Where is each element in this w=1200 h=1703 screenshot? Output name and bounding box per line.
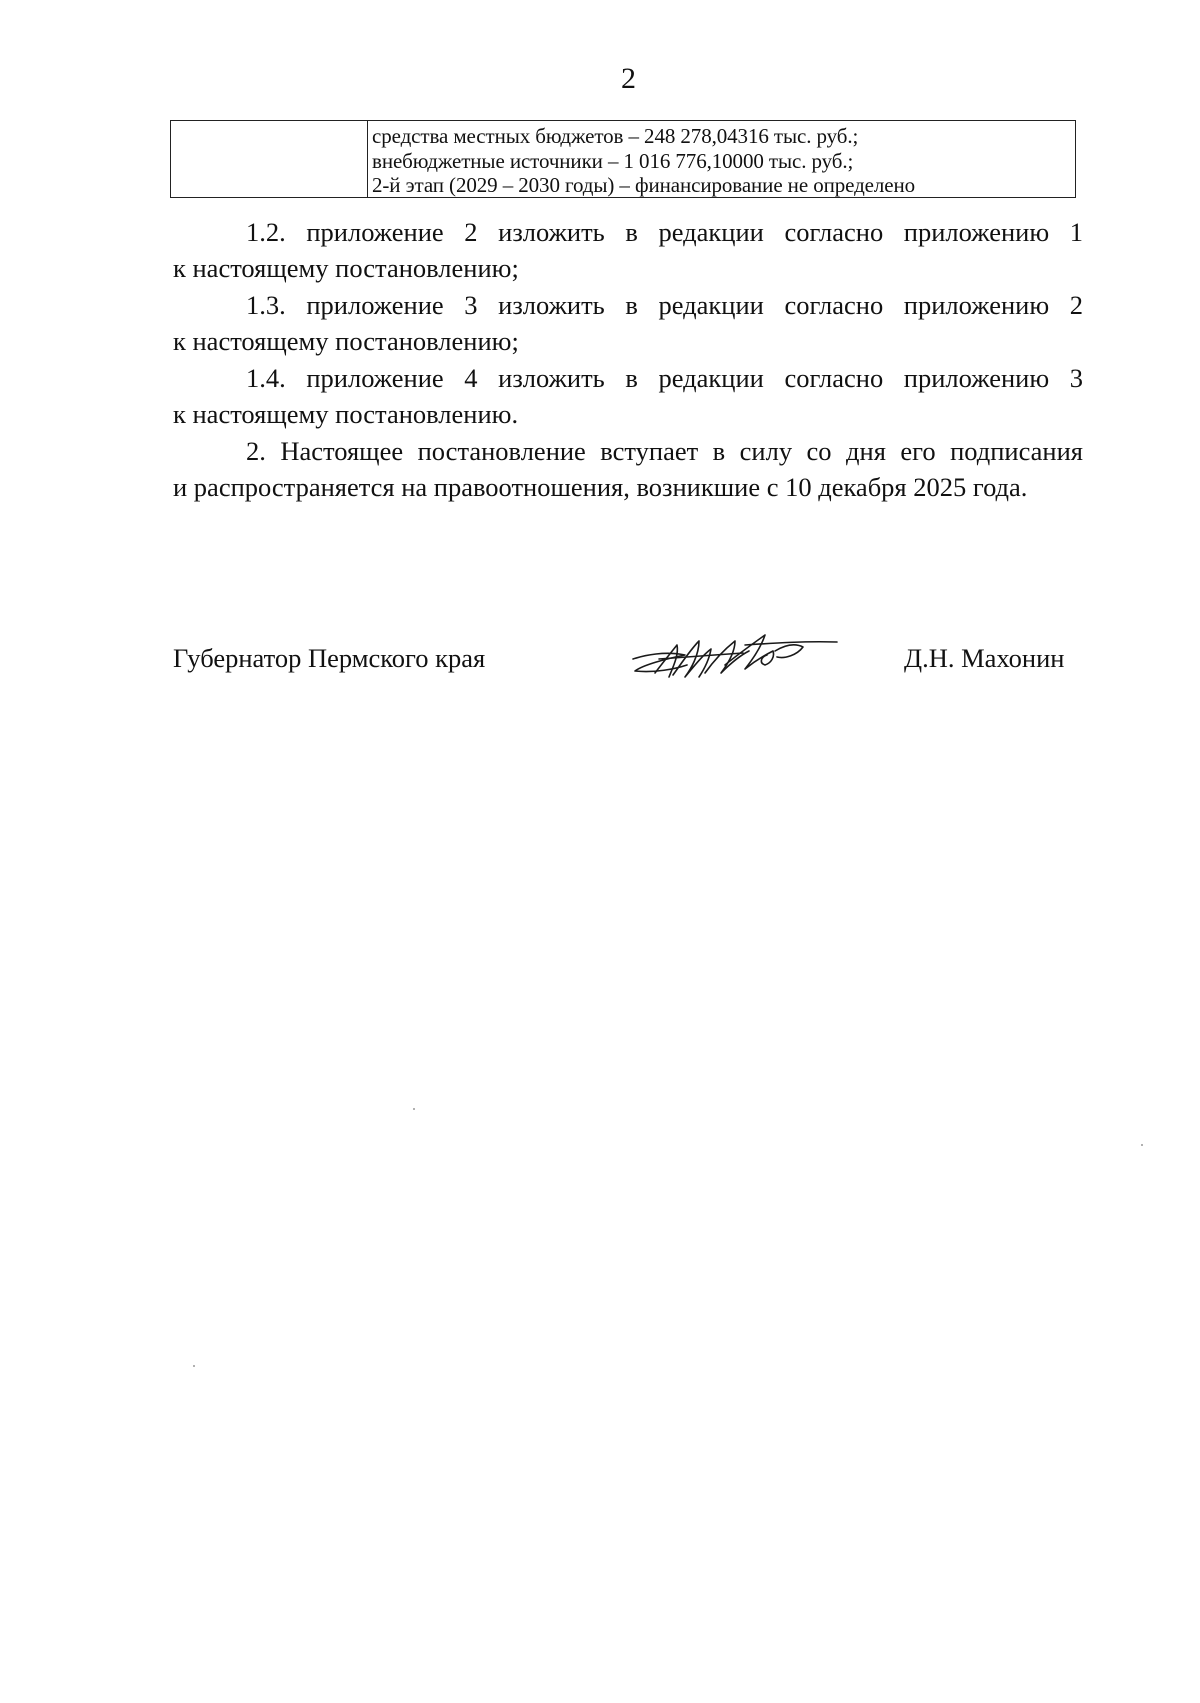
financing-line-stage-2: 2-й этап (2029 – 2030 годы) – финансирование не определено [372,173,916,197]
financing-table [170,120,1076,198]
financing-table-left-cell [171,121,368,197]
scan-speck [193,1365,195,1367]
paragraph-1-3-first-line: 1.3. приложение 3 изложить в редакции согласно приложению 2 [246,290,1083,320]
signature-block [0,640,1200,720]
paragraph-1-2-continuation: к настоящему постановлению; [173,253,519,283]
paragraph-2-continuation: и распространяется на правоотношения, возникшие с 10 декабря 2025 года. [173,472,1028,502]
paragraph-2 [173,433,1083,505]
signatory-position: Губернатор Пермского края [173,643,486,673]
paragraph-1-4 [173,360,1083,432]
financing-line-extrabudgetary: внебюджетные источники – 1 016 776,10000 тыс. руб.; [372,149,854,173]
scan-speck [413,1108,415,1110]
paragraph-1-2 [173,214,1083,286]
financing-table-right-cell [368,121,1075,197]
paragraph-1-4-first-line: 1.4. приложение 4 изложить в редакции согласно приложению 3 [246,363,1083,393]
paragraph-1-2-first-line: 1.2. приложение 2 изложить в редакции согласно приложению 1 [246,217,1083,247]
scan-speck [1141,1144,1143,1146]
paragraph-2-first-line: 2. Настоящее постановление вступает в силу со дня его подписания [246,436,1083,466]
paragraph-1-3 [173,287,1083,359]
paragraph-1-4-continuation: к настоящему постановлению. [173,399,519,429]
signatory-name: Д.Н. Махонин [904,643,1065,673]
financing-line-local-budgets: средства местных бюджетов – 248 278,04316 тыс. руб.; [372,124,859,148]
page-number: 2 [621,62,636,95]
handwritten-signature [625,615,840,695]
paragraph-1-3-continuation: к настоящему постановлению; [173,326,519,356]
